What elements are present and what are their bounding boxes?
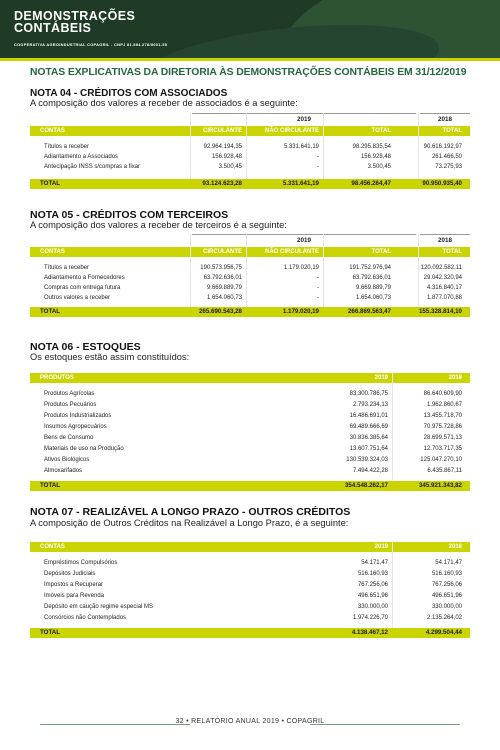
total-label: TOTAL [40,308,61,315]
row-label: Materiais de uso na Produção [44,446,124,452]
cell-value: 9.669.889,79 [355,285,391,291]
cell-value: 516.160,93 [357,571,388,577]
cell-value: 156.928,48 [211,154,242,160]
cell-value: 63.792.636,01 [352,275,391,281]
row-label: Adiantamento a Associados [44,154,119,160]
row-label: Consórcios não Contemplados [44,615,127,621]
header-title [14,10,135,34]
page-title: NOTAS EXPLICATIVAS DA DIRETORIA ÀS DEMONSTRAÇÕES CONTÁBEIS EM 31/12/2019 [30,67,467,78]
cell-value: 330.000,00 [431,604,462,610]
column-header: CIRCULANTE [203,249,242,255]
column-header: TOTAL [371,249,391,255]
cell-value: 69.489.666,69 [349,424,388,430]
table-row [30,389,470,400]
table-row [30,455,470,466]
table-row [30,422,470,433]
nota07-description: A composição de Outros Créditos na Realizável a Longo Prazo, é a seguinte: [30,518,349,528]
cell-value: 54.171,47 [361,560,388,566]
total-value: 354.548.262,17 [344,482,388,489]
cell-value: - [317,275,319,281]
cell-value: 767.256,06 [431,582,462,588]
table-row [30,466,470,477]
cell-value: 156.928,48 [360,154,391,160]
row-label: Impostos a Recuperar [44,582,104,588]
cell-value: 30.836.385,64 [349,435,388,441]
year-header-row [30,113,470,125]
row-label: Produtos Industrializados [44,413,112,419]
cell-value: 86.640.609,90 [423,391,462,397]
cell-value: 191.752.976,94 [349,265,391,271]
cell-value: 7.494.422,28 [352,468,388,474]
cell-value: 496.651,96 [431,593,462,599]
table-row [30,411,470,422]
header-title-line2: CONTÁBEIS [14,21,92,35]
nota05-description: A composição dos valores a receber de terceiros é a seguinte: [30,220,287,230]
total-value: 90.950.935,40 [422,180,462,187]
row-label: Adiantamento a Fornecedores [44,275,125,281]
cell-value: 1.962.860,67 [426,402,462,408]
cell-value: 92.964.194,35 [203,144,242,150]
total-value: 93.124.623,28 [202,180,242,187]
cell-value: 496.651,96 [357,593,388,599]
cell-value: 767.256,06 [357,582,388,588]
cell-value: 70.975.728,86 [423,424,462,430]
cell-value: - [317,164,319,170]
row-label: Títulos a receber [44,144,90,150]
column-separator [246,113,247,179]
column-header: NÃO CIRCULANTE [265,249,319,255]
cell-value: 9.669.889,79 [206,285,242,291]
table-row [30,613,470,624]
cell-value: 54.171,47 [435,560,462,566]
total-value: 265.690.543,28 [198,308,242,315]
row-label: Produtos Agrícolas [44,391,95,397]
column-header-row [30,373,470,383]
column-header-row [30,247,470,257]
cell-value: 13.607.751,64 [349,446,388,452]
column-separator [190,113,191,179]
column-header: 2019 [374,375,388,381]
total-row [30,481,470,491]
column-header-row [30,542,470,552]
header-subtitle: COOPERATIVA AGROINDUSTRIAL COPAGRIL - CNPJ 81.584.278/0001-55 [14,42,168,47]
cell-value: - [317,295,319,301]
column-separator [392,373,393,481]
cell-value: 63.792.636,01 [203,275,242,281]
cell-value: 3.500,45 [367,164,391,170]
table-row [30,273,470,283]
year-2019-label: 2019 [192,113,416,125]
cell-value: 261.466,50 [431,154,462,160]
cell-value: 516.160,93 [431,571,462,577]
column-header: PRODUTOS [40,375,74,381]
total-value: 1.179.020,19 [282,308,319,315]
total-row [30,307,470,317]
cell-value: - [317,285,319,291]
cell-value: 28.699.571,13 [423,435,462,441]
cell-value: 4.316.840,17 [426,285,462,291]
total-label: TOTAL [40,180,61,187]
nota06-title: NOTA 06 - ESTOQUES [30,341,141,353]
table-row [30,152,470,162]
row-label: Ativos Biológicos [44,457,90,463]
page-header [0,0,500,58]
table-row [30,591,470,602]
cell-value: 190.573.956,75 [200,265,242,271]
total-value: 98.456.264,47 [351,180,391,187]
page-footer: 32 • RELATÓRIO ANUAL 2019 • COPAGRIL [175,718,325,725]
table-row [30,142,470,152]
column-separator [418,113,419,179]
cell-value: 29.042.320,94 [423,275,462,281]
row-label: Almoxarifados [44,468,83,474]
row-label: Títulos a receber [44,265,90,271]
column-separator [246,234,247,307]
cell-value: 120.092.582,11 [420,265,462,271]
header-title-line1: DEMONSTRAÇÕES [14,9,136,23]
column-separator [392,542,393,628]
column-header: TOTAL [371,128,391,134]
column-header: TOTAL [442,128,462,134]
table-row [30,400,470,411]
year-2018-label: 2018 [420,113,470,125]
column-separator [323,113,324,179]
nota05-title: NOTA 05 - CRÉDITOS COM TERCEIROS [30,209,229,221]
cell-value: 1.974.226,70 [352,615,388,621]
cell-value: 330.000,00 [357,604,388,610]
row-label: Insumos Agropecuários [44,424,107,430]
row-label: Antecipação INSS s/compras a fixar [44,164,141,170]
column-header: CONTAS [40,249,65,255]
column-header: TOTAL [442,249,462,255]
nota06-description: Os estoques estão assim constituídos: [30,352,190,362]
year-2019-label: 2019 [192,234,416,246]
header-divider [0,58,500,61]
table-row [30,602,470,613]
table-row [30,580,470,591]
column-header: CONTAS [40,544,65,550]
cell-value: 5.331.641,19 [283,144,319,150]
row-label: Bens de Consumo [44,435,94,441]
cell-value: 2.793.234,13 [352,402,388,408]
table-row [30,293,470,303]
column-header-row [30,126,470,136]
column-header: NÃO CIRCULANTE [265,128,319,134]
row-label: Produtos Pecuários [44,402,97,408]
total-label: TOTAL [40,482,61,489]
total-value: 4.138.467,12 [351,629,388,636]
table-row [30,558,470,569]
cell-value: 16.486.691,01 [349,413,388,419]
cell-value: 1.654.060,73 [355,295,391,301]
table-row [30,283,470,293]
total-row [30,628,470,638]
table-row [30,569,470,580]
column-header: 2019 [374,544,388,550]
nota04-description: A composição dos valores a receber de associados é a seguinte: [30,98,298,108]
column-separator [190,234,191,307]
column-header: CIRCULANTE [203,128,242,134]
row-label: Compras com entrega futura [44,285,121,291]
column-header: 2018 [448,375,462,381]
cell-value: 3.500,45 [218,164,242,170]
cell-value: 1.877.070,88 [426,295,462,301]
cell-value: 1.179.020,19 [283,265,319,271]
total-label: TOTAL [40,629,61,636]
table-row [30,444,470,455]
cell-value: 6.435.867,11 [427,468,462,474]
total-value: 5.331.641,19 [282,180,319,187]
total-value: 155.328.814,10 [418,308,462,315]
cell-value: 98.295.835,54 [352,144,391,150]
column-separator [323,234,324,307]
nota07-title: NOTA 07 - REALIZÁVEL A LONGO PRAZO - OUTROS CRÉDITOS [30,506,351,518]
total-value: 266.869.563,47 [347,308,391,315]
cell-value: 90.616.192,97 [423,144,462,150]
total-value: 345.921.343,82 [418,482,462,489]
total-value: 4.299.504,44 [425,629,462,636]
cell-value: 13.455.718,70 [423,413,462,419]
column-separator [418,234,419,307]
cell-value: 2.135.264,02 [426,615,462,621]
table-row [30,263,470,273]
table-row [30,162,470,172]
cell-value: 12.703.717,35 [423,446,462,452]
row-label: Depósitos Judiciais [44,571,96,577]
row-label: Depósito em caução regime especial MS [44,604,154,610]
table-row [30,433,470,444]
cell-value: 130.539.324,03 [346,457,388,463]
row-label: Empréstimos Compulsórios [44,560,118,566]
year-2018-label: 2018 [420,234,470,246]
cell-value: 1.654.060,73 [206,295,242,301]
row-label: Imóveis para Revenda [44,593,105,599]
cell-value: 83.300.786,75 [349,391,388,397]
cell-value: 125.047.270,10 [420,457,462,463]
cell-value: - [317,154,319,160]
cell-value: 73.275,93 [435,164,462,170]
total-row [30,179,470,189]
row-label: Outros valores a receber [44,295,111,301]
nota04-title: NOTA 04 - CRÉDITOS COM ASSOCIADOS [30,88,228,99]
column-header: 2018 [448,544,462,550]
column-header: CONTAS [40,128,65,134]
year-header-row [30,234,470,246]
